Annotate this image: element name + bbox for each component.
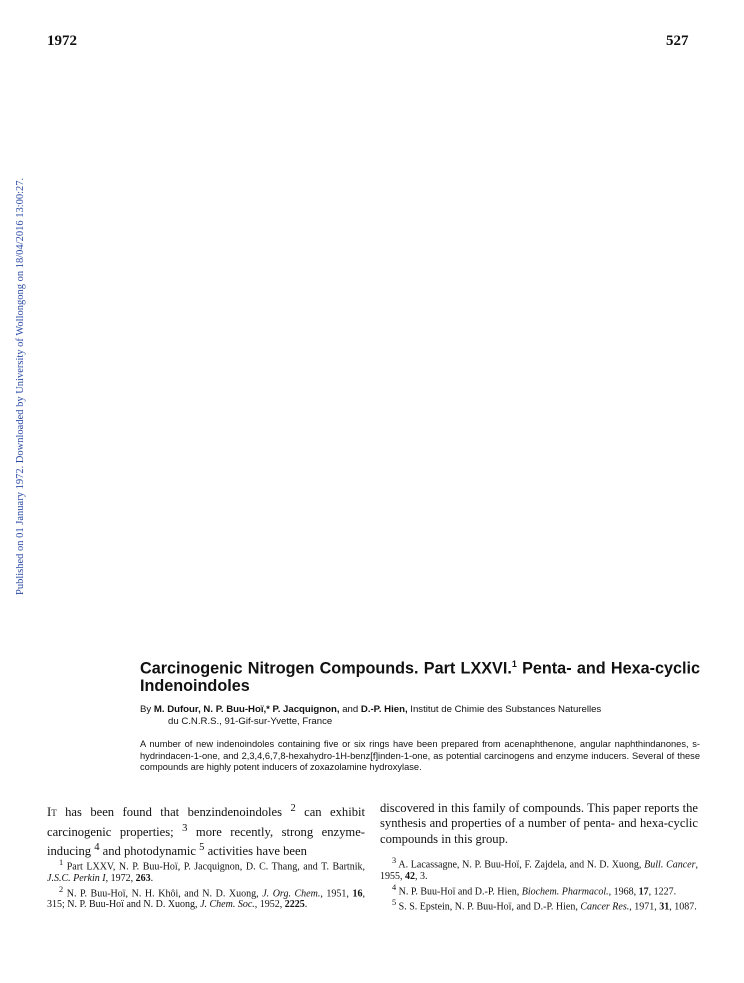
footnote-text: , 1955, [380, 859, 699, 882]
download-watermark: Published on 01 January 1972. Downloaded by University of Wollongong on 18/04/2016 13:00:27. [15, 177, 26, 595]
body-column-left [47, 801, 365, 860]
footnote-1 [47, 857, 365, 884]
footnote-mark: 2 [59, 884, 64, 894]
affiliation: Institut de Chimie des Substances Naturelles [407, 704, 602, 715]
footnote-mark: 3 [392, 856, 397, 865]
footnote-text: , 1971, [629, 901, 660, 913]
authors-and: and [339, 704, 361, 715]
footnote-text: N. P. Buu-Hoï, N. H. Khôi, and N. D. Xuong, [63, 888, 263, 900]
footnote-4 [380, 882, 698, 898]
journal-name: Cancer Res. [580, 901, 630, 913]
byline [140, 704, 700, 728]
title-main: Carcinogenic Nitrogen Compounds. Part LXXVI. [140, 659, 512, 678]
title-footnote-ref: 1 [511, 659, 517, 669]
journal-name: Bull. Cancer [644, 859, 696, 871]
footnote-text: , 1968, [608, 886, 639, 898]
footnote-text: , 1972, [105, 872, 136, 884]
byline-by: By [140, 704, 154, 715]
affiliation-address: du C.N.R.S., 91-Gif-sur-Yvette, France [168, 716, 333, 727]
ref-mark: 3 [182, 822, 188, 834]
authors: M. Dufour, N. P. Buu-Hoï,* P. Jacquignon, [153, 704, 340, 715]
footnote-volume: 42 [405, 870, 415, 882]
author-last: D.-P. Hien, [360, 704, 408, 715]
footnote-5 [380, 897, 698, 913]
journal-name: J. Chem. Soc. [200, 899, 255, 911]
body-text: has been found that benzindenoindoles [56, 805, 291, 820]
footnotes-left [47, 857, 365, 910]
footnote-text: Part LXXV, N. P. Buu-Hoï, P. Jacquignon, D. C. Thang, and T. Bartnik, [63, 861, 365, 873]
footnote-2 [47, 884, 365, 911]
ref-mark: 5 [199, 842, 205, 854]
body-text: more recently, strong enzyme-inducing [47, 824, 365, 859]
footnote-text: A. Lacassagne, N. P. Buu-Hoï, F. Zajdela, and N. D. Xuong, [396, 859, 645, 871]
body-text: activities have been [204, 844, 307, 859]
footnote-volume: 17 [638, 886, 649, 898]
body-column-right: discovered in this family of compounds. This paper reports the synthesis and properties of a number of penta- and hexa-cyclic compounds in this group. [380, 801, 698, 846]
footnote-volume: 16 [352, 888, 363, 900]
journal-name: J.S.C. Perkin I [47, 872, 106, 884]
footnote-text: , 315; N. P. Buu-Hoï and N. D. Xuong, [47, 888, 365, 911]
page-number: 527 [666, 33, 689, 49]
body-text: and photodynamic [99, 844, 200, 859]
journal-year: 1972 [47, 33, 77, 49]
footnote-3 [380, 855, 698, 882]
footnote-page: 263 [135, 872, 151, 884]
footnote-text: , 1951, [320, 888, 353, 900]
ref-mark: 4 [94, 842, 100, 854]
footnotes-right [380, 855, 698, 913]
journal-name: J. Org. Chem. [262, 888, 321, 900]
footnote-text: S. S. Epstein, N. P. Buu-Hoï, and D.-P. Hien, [396, 901, 581, 913]
footnote-mark: 1 [59, 858, 64, 867]
footnote-volume: 31 [659, 901, 670, 913]
footnote-mark: 4 [392, 882, 397, 892]
footnote-text: , 3. [415, 870, 428, 882]
footnote-text: , 1087. [669, 901, 697, 913]
body-text: can exhibit carcinogenic properties; [47, 805, 365, 839]
drop-word: It [47, 805, 57, 820]
footnote-text: . [304, 899, 308, 911]
footnote-text: , 1227. [648, 886, 677, 898]
footnote-mark: 5 [392, 898, 397, 908]
footnote-text: . [150, 872, 154, 884]
footnote-text: N. P. Buu-Hoï and D.-P. Hien, [396, 886, 522, 898]
article-title [140, 655, 700, 695]
abstract: A number of new indenoindoles containing five or six rings have been prepared from acenaphthenone, angular naphthindanones, s-hydrindacen-1-one, and 2,3,4,6,7,8-hexahydro-1H-benz[f]inden-1-one, as potential carcinogens and enzyme inducers. Several of these compounds are highly potent inducers of zoxazolamine hydroxylase. [140, 739, 700, 773]
title-subtitle: Penta- and Hexa-cyclic Indenoindoles [140, 659, 700, 696]
footnote-page: 2225 [284, 899, 305, 911]
footnote-text: , 1952, [254, 899, 285, 911]
ref-mark: 2 [290, 803, 296, 814]
journal-name: Biochem. Pharmacol. [521, 886, 609, 898]
